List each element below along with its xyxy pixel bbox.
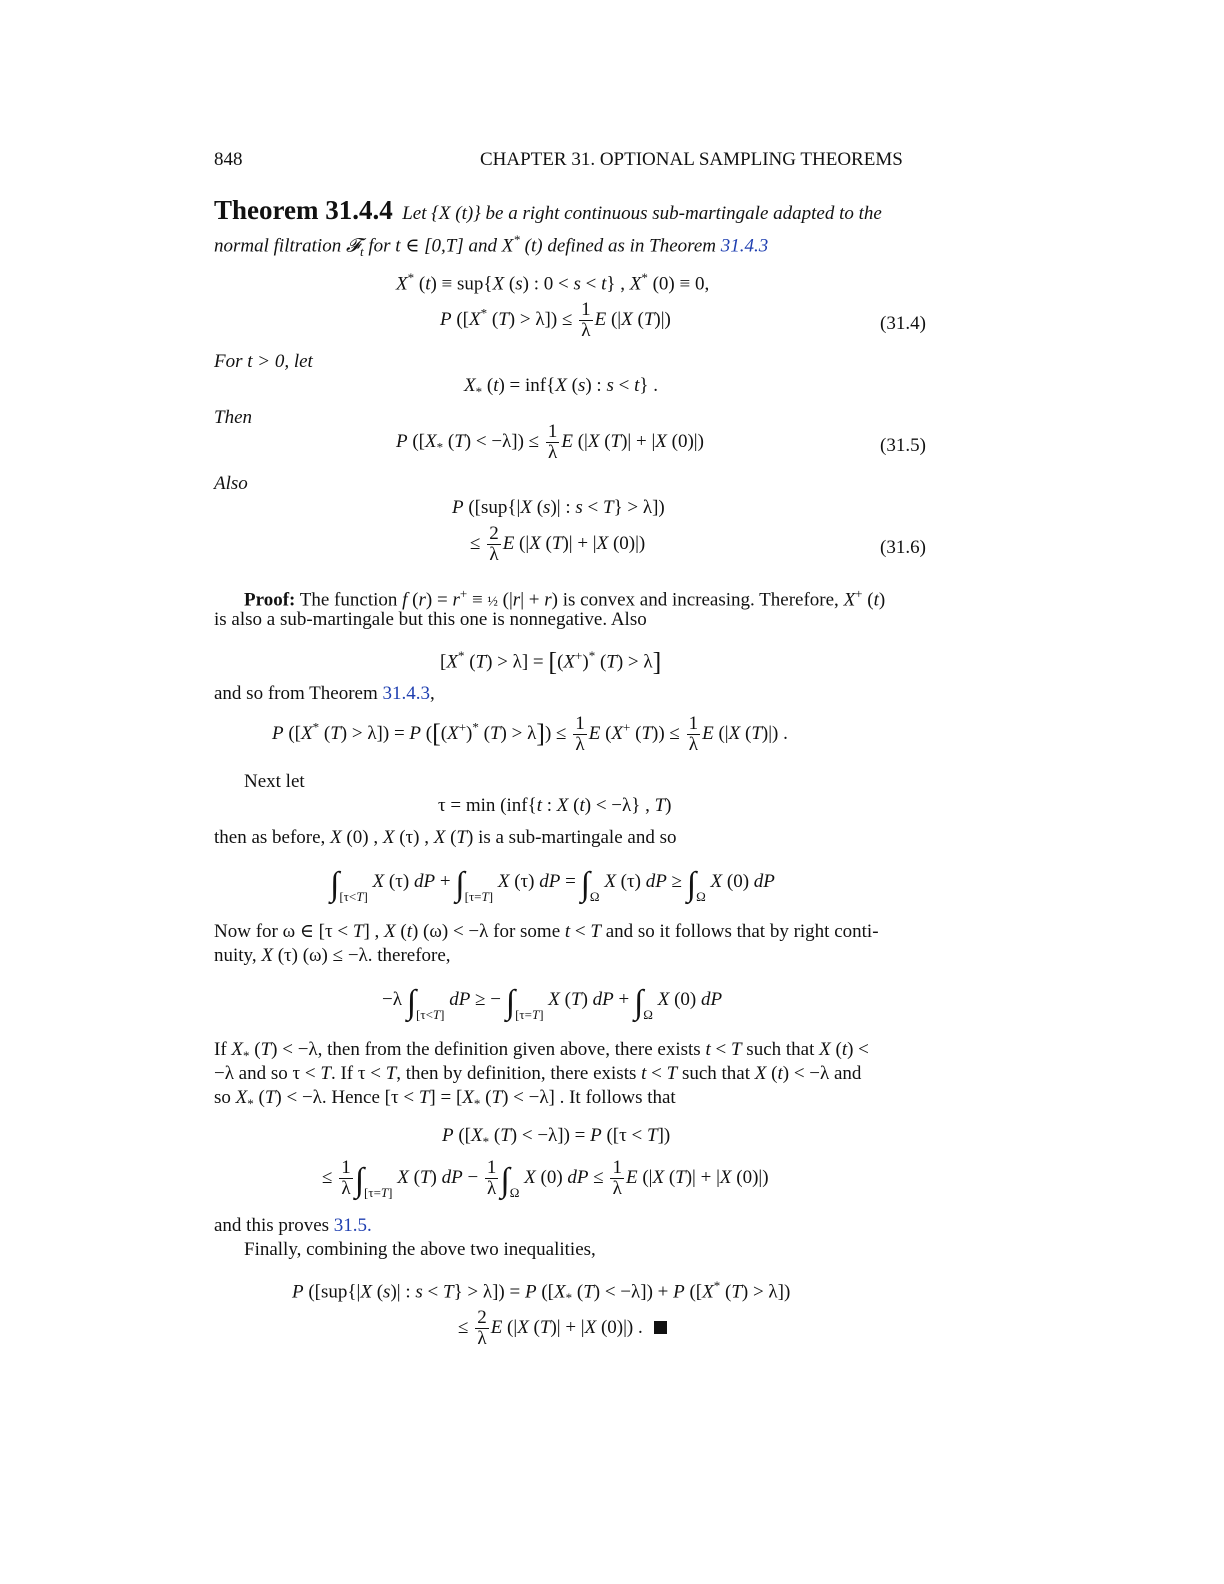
- then-text: Then: [214, 407, 252, 428]
- theorem-statement-line2: normal filtration 𝓕$_t$ for t ∈ [0,T] and X* (t) defined as in Theorem 31.4.3: [214, 232, 769, 260]
- qed-square-icon: [654, 1321, 667, 1334]
- equation-final-line1: P ([sup{|X (s)| : s < T} > λ]) = P ([$X_*$ (T) < −λ]) + P ([X* (T) > λ]): [292, 1278, 791, 1306]
- equation-integral-split: $\int_{[\tau<T]}$ X (τ) dP + $\int_{[\tau=T]}$ X (τ) dP = $\int_\Omega$ X (τ) dP ≥ $\int_\Omega$ X (0) dP: [330, 866, 775, 904]
- equation-number-31-4: (31.4): [880, 313, 926, 334]
- equation-31-5: P ([$X_*$ (T) < −λ]) ≤ $\frac{1}{\lambda}$ E (|X (T)| + |X (0)|): [396, 421, 704, 463]
- equation-31-4: P ([X* (T) > λ]) ≤ $\frac{1}{\lambda}$ E (|X (T)|): [440, 299, 671, 341]
- equation-prob-equality: P ([$X_*$ (T) < −λ]) = P ([τ < T]): [442, 1125, 671, 1149]
- next-let-text: Next let: [244, 771, 305, 792]
- and-so-from-text: and so from Theorem 31.4.3,: [214, 683, 435, 704]
- equation-xsub-def: $X_*$ (t) = inf{X (s) : s < t} .: [464, 375, 658, 399]
- equation-set-equality: [X* (T) > λ] = [(X+)* (T) > λ]: [440, 647, 662, 677]
- theorem-ref-link[interactable]: 31.4.3: [720, 235, 769, 257]
- running-header: CHAPTER 31. OPTIONAL SAMPLING THEOREMS: [480, 149, 903, 170]
- theorem-statement: Theorem 31.4.4 Let {X (t)} be a right continuous sub-martingale adapted to the: [214, 195, 882, 225]
- and-this-proves-text: [214, 1214, 372, 1238]
- if-xsub-line1: If $X_*$ (T) < −λ, then from the definition given above, there exists t < T such that X (t) <: [214, 1039, 869, 1063]
- equation-number-31-5: (31.5): [880, 435, 926, 456]
- for-t-text: For t > 0, let: [214, 351, 313, 372]
- if-xsub-line3: so $X_*$ (T) < −λ. Hence $[\tau < T] = [X_*$ (T) < −λ] . It follows that: [214, 1087, 676, 1111]
- equation-xstar-bound: P ([X* (T) > λ]) = P ([(X+)* (T) > λ]) ≤ $\frac{1}{\lambda}$ E (X+ (T)) ≤ $\frac{1}{\lambda}$ E (|X (T)|) .: [272, 713, 788, 755]
- also-text: Also: [214, 473, 248, 494]
- proof-label: Proof:: [244, 589, 296, 611]
- if-xsub-line2: −λ and so τ < T. If τ < T, then by definition, there exists t < T such that X (t) < −λ and: [214, 1063, 862, 1084]
- equation-final-line2: ≤ $\frac{2}{\lambda}$ E (|X (T)| + |X (0)|) .: [458, 1308, 667, 1349]
- proof-paragraph-line1: Proof: The function f (r) = r+ ≡ ½ (|r| + r) is convex and increasing. Therefore, X+ (t): [244, 586, 886, 611]
- equation-xstar-def: X* (t) ≡ sup{X (s) : 0 < s < t} , X* (0) ≡ 0,: [396, 270, 710, 295]
- theorem-label: Theorem 31.4.4: [214, 195, 393, 225]
- and-so-from-label: and so from Theorem: [214, 683, 378, 704]
- equation-final-bound-31-5: ≤ $\frac{1}{\lambda}$ $\int_{[\tau=T]}$ X (T) dP − $\frac{1}{\lambda}$ $\int_\Omega$ X (0) dP ≤ $\frac{1}{\lambda}$ E (|X (T)| + |X (0)|): [322, 1157, 769, 1200]
- equation-number-31-6: (31.6): [880, 537, 926, 558]
- equation-tau-def: τ = min (inf{t : X (t) < −λ} , T): [438, 795, 672, 816]
- equation-lambda-bound: −λ $\int_{[\tau<T]}$ dP ≥ − $\int_{[\tau=T]}$ X (T) dP + $\int_\Omega$ X (0) dP: [382, 984, 723, 1022]
- now-for-omega-line2: nuity, X (τ) (ω) ≤ −λ. therefore,: [214, 945, 451, 966]
- theorem-ref-link-2[interactable]: 31.4.3: [382, 683, 430, 704]
- proof-paragraph-line2: is also a sub-martingale but this one is nonnegative. Also: [214, 609, 647, 630]
- equation-ref-link-31-5[interactable]: 31.5.: [333, 1215, 372, 1236]
- now-for-omega-line1: Now for ω ∈ [τ < T] , X (t) (ω) < −λ for some t < T and so it follows that by right conti-: [214, 921, 879, 942]
- page-number: 848: [214, 149, 243, 170]
- equation-31-6-line1: P ([sup{|X (s)| : s < T} > λ]): [452, 497, 665, 518]
- equation-31-6-line2: ≤ $\frac{2}{\lambda}$ E (|X (T)| + |X (0)|): [470, 523, 646, 565]
- then-as-before-text: then as before, X (0) , X (τ) , X (T) is a sub-martingale and so: [214, 827, 677, 848]
- and-this-proves-label: and this proves: [214, 1215, 330, 1236]
- finally-text: Finally, combining the above two inequalities,: [244, 1239, 596, 1260]
